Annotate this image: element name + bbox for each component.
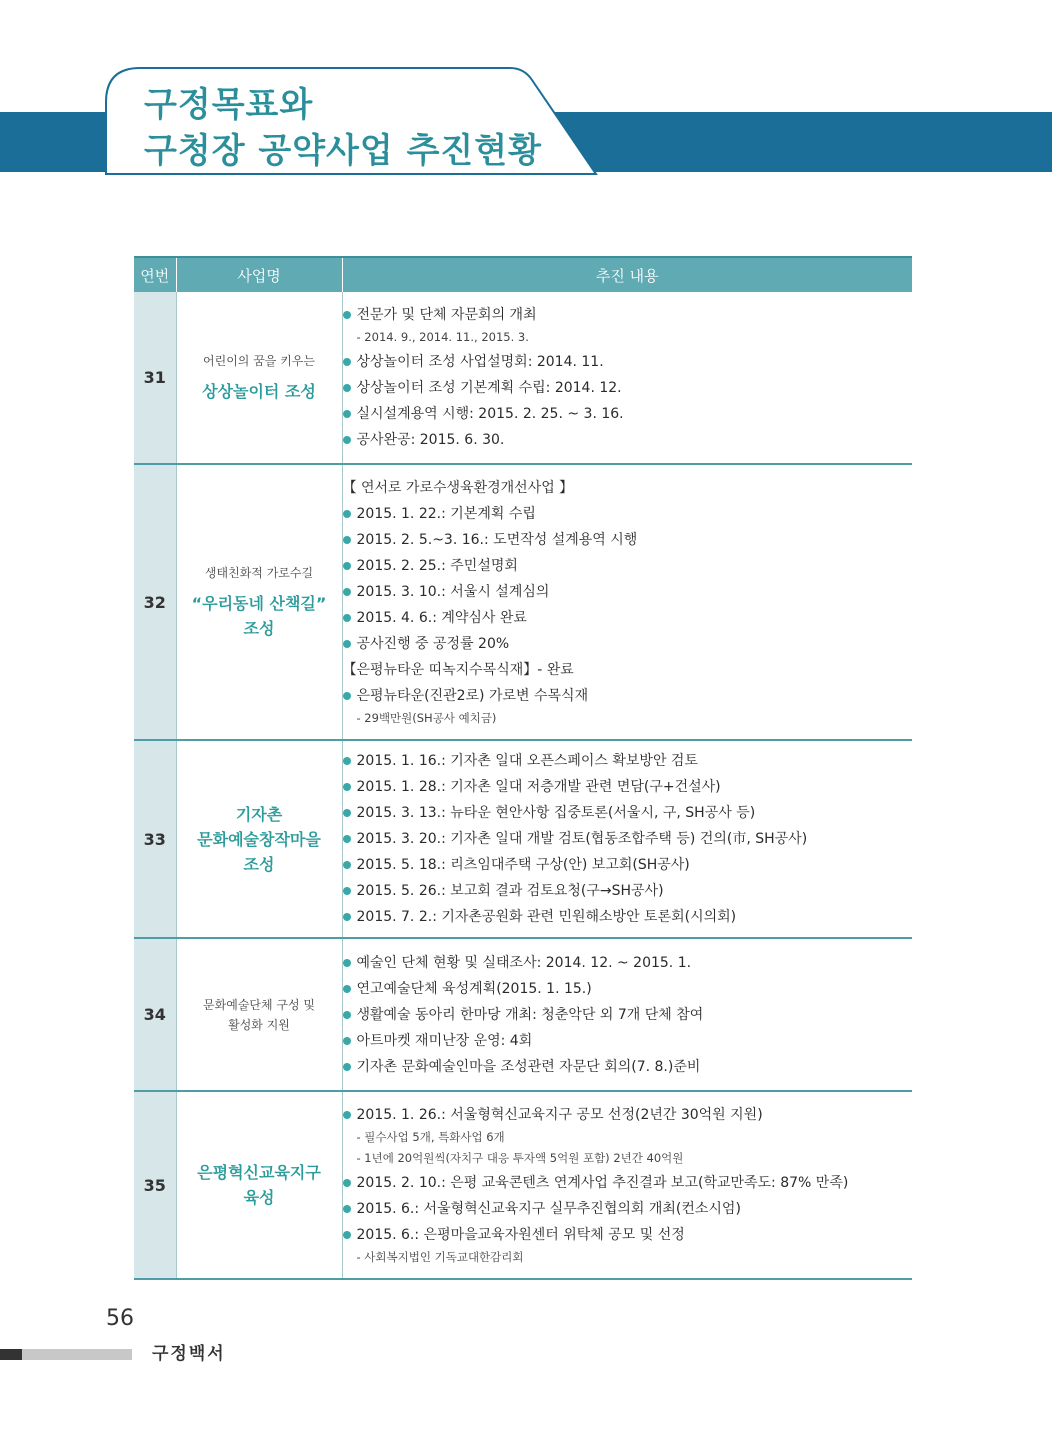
project-name-line: 육성 — [243, 1188, 275, 1207]
bullet-item: 2015. 2. 25.: 주민설명회 — [343, 553, 913, 579]
bullet-item: 2015. 3. 20.: 기자촌 일대 개발 검토(협동조합주택 등) 건의(市, SH공사) — [343, 826, 913, 852]
bullet-item: 예술인 단체 현황 및 실태조사: 2014. 12. ~ 2015. 1. — [343, 950, 913, 976]
row-number: 32 — [134, 464, 176, 740]
page-title-line1: 구정목표와 — [144, 85, 314, 125]
pledge-progress-table — [134, 256, 912, 1280]
bullet-item: 2015. 1. 16.: 기자촌 일대 오픈스페이스 확보방안 검토 — [343, 748, 913, 774]
page-title — [144, 82, 542, 174]
page-title-line2: 구청장 공약사업 추진현황 — [144, 131, 542, 171]
progress-content-cell — [342, 1091, 912, 1279]
bullet-item: 연고예술단체 육성계획(2015. 1. 15.) — [343, 976, 913, 1002]
row-number: 31 — [134, 292, 176, 464]
detail-item: - 사회복지법인 기독교대한감리회 — [356, 1249, 524, 1264]
bullet-item: 2015. 6.: 은평마을교육자원센터 위탁체 공모 및 선정 — [343, 1222, 913, 1248]
table-row — [134, 740, 912, 938]
footer-bar-dark — [0, 1349, 22, 1360]
row-number: 34 — [134, 938, 176, 1091]
project-subtitle: 생태친화적 가로수길 — [204, 565, 314, 580]
bullet-item: 2015. 2. 5.~3. 16.: 도면작성 설계용역 시행 — [343, 527, 913, 553]
book-title: 구정백서 — [152, 1344, 226, 1364]
progress-content-cell — [342, 740, 912, 938]
progress-content-cell — [342, 292, 912, 464]
table-row — [134, 1091, 912, 1279]
bullet-item: 2015. 7. 2.: 기자촌공원화 관련 민원해소방안 토론회(시의회) — [343, 904, 913, 930]
table-row — [134, 292, 912, 464]
bullet-item: 상상놀이터 조성 사업설명회: 2014. 11. — [343, 349, 913, 375]
bullet-item: 2015. 5. 26.: 보고회 결과 검토요청(구→SH공사) — [343, 878, 913, 904]
column-header-project: 사업명 — [176, 257, 342, 292]
section-heading: 【 연서로 가로수생육환경개선사업 】 — [342, 479, 574, 496]
project-name-line: “우리동네 산책길” — [191, 593, 327, 613]
table-header-row — [134, 257, 912, 292]
project-name-line: 조성 — [243, 618, 275, 638]
bullet-item: 공사완공: 2015. 6. 30. — [343, 427, 913, 453]
project-name-cell — [176, 464, 342, 740]
bullet-item: 2015. 1. 22.: 기본계획 수립 — [343, 501, 913, 527]
bullet-item: 2015. 6.: 서울형혁신교육지구 실무추진협의회 개최(컨소시엄) — [343, 1196, 913, 1222]
bullet-item: 전문가 및 단체 자문회의 개최 — [343, 302, 913, 328]
page-number: 56 — [106, 1306, 134, 1331]
project-subtitle: 어린이의 꿈을 키우는 — [203, 353, 315, 368]
project-name-cell — [176, 292, 342, 464]
footer-bar-light — [22, 1349, 132, 1360]
project-name-cell — [176, 938, 342, 1091]
project-name-line: 활성화 지원 — [228, 1017, 290, 1032]
progress-content-cell — [342, 938, 912, 1091]
project-name-line: 상상놀이터 조성 — [202, 381, 316, 401]
table-row — [134, 938, 912, 1091]
detail-item: - 필수사업 5개, 특화사업 6개 — [356, 1129, 505, 1144]
bullet-item: 생활예술 동아리 한마당 개최: 청춘악단 외 7개 단체 참여 — [343, 1002, 913, 1028]
column-header-content: 추진 내용 — [342, 257, 912, 292]
detail-item: - 2014. 9., 2014. 11., 2015. 3. — [356, 330, 529, 344]
column-header-number: 연번 — [134, 257, 176, 292]
bullet-item: 2015. 3. 13.: 뉴타운 현안사항 집중토론(서울시, 구, SH공사 등) — [343, 800, 913, 826]
bullet-item: 아트마켓 재미난장 운영: 4회 — [343, 1028, 913, 1054]
bullet-item: 2015. 1. 26.: 서울형혁신교육지구 공모 선정(2년간 30억원 지원) — [343, 1102, 913, 1128]
bullet-item: 2015. 2. 10.: 은평 교육콘텐츠 연계사업 추진결과 보고(학교만족도: 87% 만족) — [343, 1170, 913, 1196]
project-name-line: 기자촌 — [235, 804, 283, 824]
bullet-item: 2015. 5. 18.: 리츠임대주택 구상(안) 보고회(SH공사) — [343, 852, 913, 878]
bullet-item: 상상놀이터 조성 기본계획 수립: 2014. 12. — [343, 375, 913, 401]
table-row — [134, 464, 912, 740]
project-name-cell — [176, 1091, 342, 1279]
project-name-line: 조성 — [243, 854, 275, 874]
project-name-line: 은평혁신교육지구 — [197, 1163, 321, 1182]
row-number: 35 — [134, 1091, 176, 1279]
bullet-item: 기자촌 문화예술인마을 조성관련 자문단 회의(7. 8.)준비 — [343, 1054, 913, 1080]
section-heading: 【은평뉴타운 띠녹지수목식재】- 완료 — [342, 661, 574, 678]
bullet-item: 2015. 3. 10.: 서울시 설계심의 — [343, 579, 913, 605]
row-number: 33 — [134, 740, 176, 938]
detail-item: - 1년에 20억원씩(자치구 대응 투자액 5억원 포함) 2년간 40억원 — [356, 1150, 684, 1165]
project-name-cell — [176, 740, 342, 938]
bullet-item: 2015. 4. 6.: 계약심사 완료 — [343, 605, 913, 631]
bullet-item: 2015. 1. 28.: 기자촌 일대 저층개발 관련 면담(구+건설사) — [343, 774, 913, 800]
bullet-item: 은평뉴타운(진관2로) 가로변 수목식재 — [343, 683, 913, 709]
project-name-line: 문화예술창작마을 — [197, 829, 321, 849]
bullet-item: 공사진행 중 공정률 20% — [343, 631, 913, 657]
bullet-item: 실시설계용역 시행: 2015. 2. 25. ~ 3. 16. — [343, 401, 913, 427]
detail-item: - 29백만원(SH공사 예치금) — [356, 710, 497, 725]
progress-content-cell — [342, 464, 912, 740]
project-name-line: 문화예술단체 구성 및 — [203, 997, 315, 1012]
